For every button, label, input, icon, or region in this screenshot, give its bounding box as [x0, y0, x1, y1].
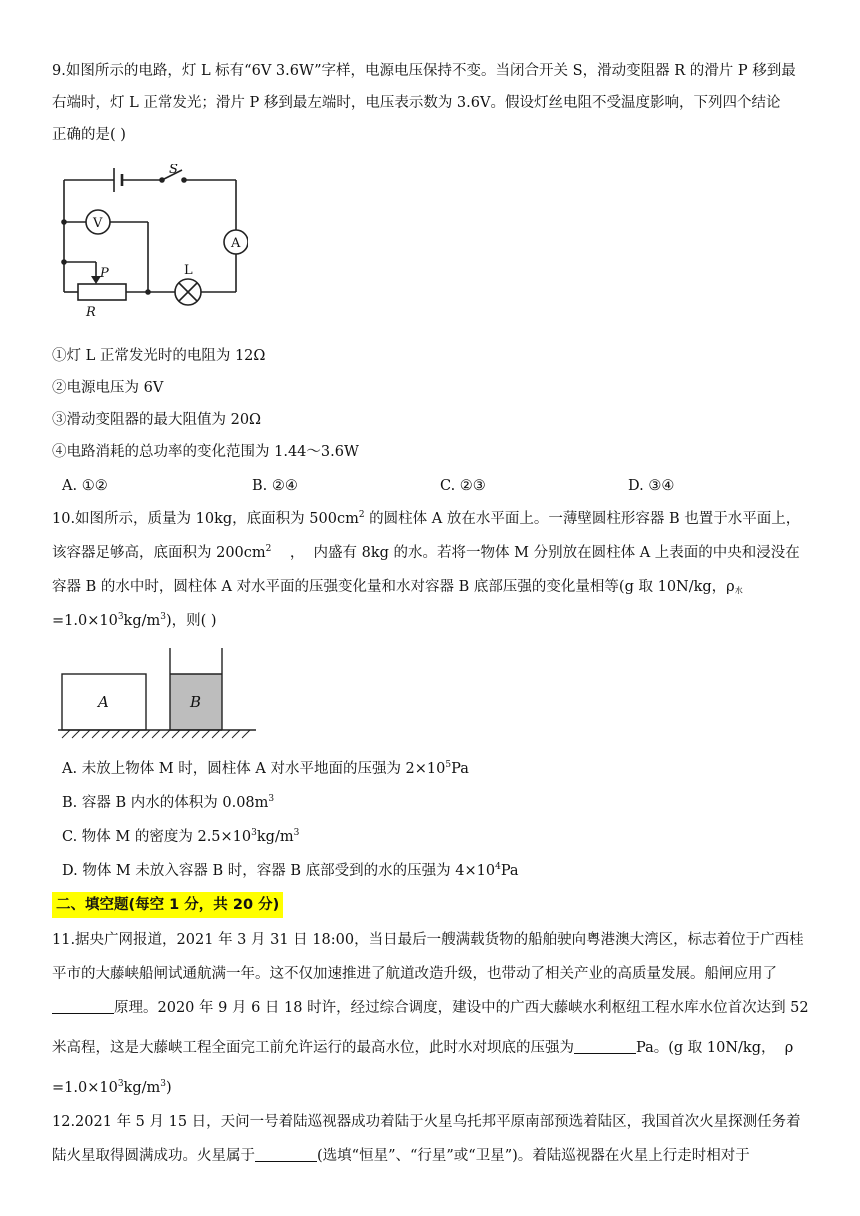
q10-option-c[interactable]: C. 物体 M 的密度为 $2.5\times 10^3kg/m^3$	[62, 828, 300, 845]
q12-line-2: 陆火星取得圆满成功。火星属于 (选填“恒星”、“行星”或“卫星”)。着陆巡视器在火星上行走时相对于	[52, 1139, 750, 1173]
ammeter-label: A	[231, 236, 241, 251]
cylinder-diagram	[58, 646, 258, 746]
lamp-label: L	[184, 263, 193, 278]
q11-line-1: 11.据央广网报道，2021 年 3 月 31 日 18:00，当日最后一艘满载货物的船舶驶向粤港澳大湾区，标志着位于广西桂	[52, 932, 804, 948]
q10-option-b[interactable]: B. 容器 B 内水的体积为 $0.08m^3$	[62, 794, 275, 811]
cylinder-a-label: A	[98, 693, 109, 711]
q9-statement-1: ①灯 L 正常发光时的电阻为 12Ω	[52, 348, 266, 364]
slider-label: P	[100, 266, 109, 281]
q10-stem-line-3: 容器 B 的水中时，圆柱体 A 对水平面的压强变化量和水对容器 B 底部压强的变化量相等(g 取 10N/kg，$\rho_水$	[52, 579, 743, 595]
q9-choice-b[interactable]: B. ②④	[252, 478, 298, 494]
q9-stem-line-2: 右端时，灯 L 正常发光；滑片 P 移到最左端时，电压表示数为 3.6V。假设灯丝电阻不受温度影响，下列四个结论	[52, 95, 781, 111]
q12-blank-1[interactable]	[255, 1143, 317, 1162]
section-2-heading-wrap	[52, 888, 283, 922]
q9-stem-line-1: 9.如图所示的电路，灯 L 标有“6V 3.6W”字样，电源电压保持不变。当闭合开关 S，滑动变阻器 R 的滑片 P 移到最	[52, 63, 796, 79]
q9-statement-2: ②电源电压为 6V	[52, 380, 164, 396]
rheostat-body	[78, 284, 126, 300]
q10-stem-line-2: 该容器足够高，底面积为 $200cm^2$ ， 内盛有 8kg 的水。若将一物体 M 分别放在圆柱体 A 上表面的中央和浸没在	[52, 544, 800, 561]
q10-stem-line-4: $=1.0\times 10^3kg/m^3$)，则( )	[52, 612, 217, 629]
ground-hatching	[62, 730, 250, 738]
q11-line-4: 米高程，这是大藤峡工程全面完工前允许运行的最高水位，此时水对坝底的压强为 Pa。(g 取 10N/kg， ρ	[52, 1031, 793, 1065]
switch-label: S	[169, 164, 178, 177]
q9-statement-4: ④电路消耗的总功率的变化范围为 1.44～3.6W	[52, 444, 359, 460]
q10-stem-line-1: 10.如图所示，质量为 10kg，底面积为 $500cm^2$ 的圆柱体 A 放在水平面上。一薄壁圆柱形容器 B 也置于水平面上，	[52, 510, 801, 527]
q10-option-d[interactable]: D. 物体 M 未放入容器 B 时，容器 B 底部受到的水的压强为 $4\times 10^4Pa$	[62, 862, 519, 879]
rheostat-label: R	[86, 305, 96, 320]
q11-line-3: 原理。2020 年 9 月 6 日 18 时许，经过综合调度，建设中的广西大藤峡水利枢纽工程水库水位首次达到 52	[52, 991, 809, 1025]
q11-line-2: 平市的大藤峡船闸试通航满一年。这不仅加速推进了航道改造升级，也带动了相关产业的高质量发展。船闸应用了	[52, 966, 777, 982]
q12-line-1: 12.2021 年 5 月 15 日，天问一号着陆巡视器成功着陆于火星乌托邦平原南部预选着陆区，我国首次火星探测任务着	[52, 1114, 801, 1130]
circuit-diagram	[58, 164, 248, 330]
q9-choices	[62, 469, 802, 503]
q9-choice-a[interactable]: A. ①②	[62, 478, 108, 494]
q9-stem-line-3: 正确的是( )	[52, 127, 126, 143]
q10-option-a[interactable]: A. 未放上物体 M 时，圆柱体 A 对水平地面的压强为 $2\times 10^5Pa$	[62, 760, 469, 777]
section-2-heading: 二、填空题(每空 1 分，共 20 分)	[52, 892, 283, 918]
q11-blank-1[interactable]	[52, 995, 114, 1014]
q9-choice-d[interactable]: D. ③④	[628, 478, 675, 494]
q9-choice-c[interactable]: C. ②③	[440, 478, 486, 494]
q11-line-5: $=1.0\times 10^3kg/m^3$)	[52, 1079, 172, 1096]
voltmeter-label: V	[93, 216, 103, 231]
q11-blank-2[interactable]	[574, 1035, 636, 1054]
q9-statement-3: ③滑动变阻器的最大阻值为 20Ω	[52, 412, 262, 428]
container-b-label: B	[190, 693, 202, 711]
